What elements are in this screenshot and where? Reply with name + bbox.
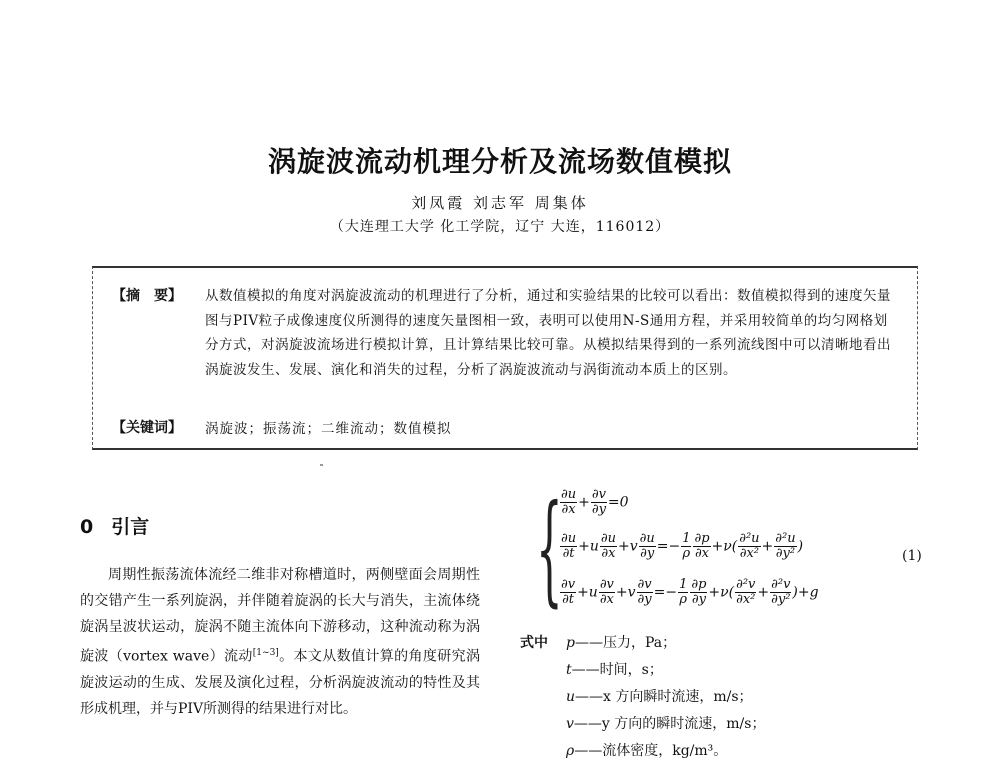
definition-text: ——流体密度，kg/m³。 — [574, 743, 728, 759]
intro-paragraph — [80, 562, 480, 722]
definition-item — [566, 713, 765, 733]
definition-item — [566, 686, 753, 706]
author-list: 刘凤霞 刘志军 周集体 — [411, 194, 589, 212]
intro-text-continued: 。本文从数值计算的角度研究涡旋波运动的生成、发展及演化过程，分析涡旋波流动的特性及其形成机理，并与PIV所测得的结果进行对比。 — [80, 648, 481, 717]
intro-text: 周期性振荡流体流经二维非对称槽道时，两侧壁面会周期性的交错产生一系列旋涡，并伴随着旋涡的长大与消失，主流体绕旋涡呈波状运动，旋涡不随主流体向下游移动，这种流动称为涡旋波（vortex wave）流动 — [80, 567, 480, 665]
equation-system — [545, 488, 935, 620]
section-title: 引言 — [111, 516, 150, 538]
keywords-label: 【关键词】 — [112, 420, 182, 436]
paper-title: 涡旋波流动机理分析及流场数值模拟 — [267, 145, 732, 178]
definition-symbol: u — [566, 689, 576, 705]
equation-continuity: $\frac{\partial u}{\partial x}$ + $\frac{\partial v}{\partial y}$ =0 — [561, 487, 629, 517]
definition-item — [566, 740, 727, 760]
definition-symbol: p — [566, 635, 575, 651]
equation-momentum-y: $\frac{\partial v}{\partial t}$ +u $\frac{\partial v}{\partial x}$ +v $\frac{\partial v}{\partial y}$ =− $\frac{1}{\rho}$ $\frac{\partial p}{\partial y}$ +ν( $\frac{\text{∂²v}}{\text{∂x²}}$ + $\frac{\text{∂²v}}{\text{∂y²}}$ )+g — [561, 577, 819, 607]
equation-brace: { — [536, 480, 563, 619]
abstract-label: 【摘 要】 — [112, 288, 182, 304]
definition-text: ——x 方向瞬时流速，m/s； — [575, 689, 753, 705]
equation-momentum-x: $\frac{\partial u}{\partial t}$ +u $\frac{\partial u}{\partial x}$ +v $\frac{\partial u}{\partial y}$ =− $\frac{1}{\rho}$ $\frac{\partial p}{\partial x}$ +ν( $\frac{\text{∂²u}}{\text{∂x²}}$ + $\frac{\text{∂²u}}{\text{∂y²}}$ ) — [561, 531, 804, 561]
definition-text: ——时间，s； — [571, 662, 663, 678]
definition-symbol: ρ — [566, 743, 575, 759]
keywords-text: 涡旋波；振荡流；二维流动；数值模拟 — [205, 421, 452, 437]
abstract-text: 从数值模拟的角度对涡旋波流动的机理进行了分析，通过和实验结果的比较可以看出：数值模拟得到的速度矢量图与PIV粒子成像速度仪所测得的速度矢量图相一致，表明可以使用N-S通用方程，并采用较简单的均匀网格划分方式，对涡旋波流场进行模拟计算，且计算结果比较可靠。从模拟结果得到的一系列流线图中可以清晰地看出涡旋波发生、发展、演化和消失的过程，分析了涡旋波流动与涡街流动本质上的区别。 — [205, 288, 891, 378]
citation: [1~3] — [252, 648, 279, 658]
definition-symbol: t — [566, 662, 572, 678]
section-heading — [80, 512, 149, 539]
decorative-dot — [320, 464, 323, 466]
definition-text: ——压力，Pa； — [574, 635, 677, 651]
affiliation: （大连理工大学 化工学院，辽宁 大连，116012） — [329, 219, 671, 235]
definition-item — [566, 659, 663, 679]
equation-number: (1) — [902, 548, 922, 564]
definition-symbol: v — [566, 716, 574, 732]
section-number: 0 — [80, 516, 94, 538]
definitions-label: 式中 — [520, 635, 548, 651]
definition-text: ——y 方向的瞬时流速，m/s； — [573, 716, 766, 732]
definition-item — [566, 632, 676, 652]
